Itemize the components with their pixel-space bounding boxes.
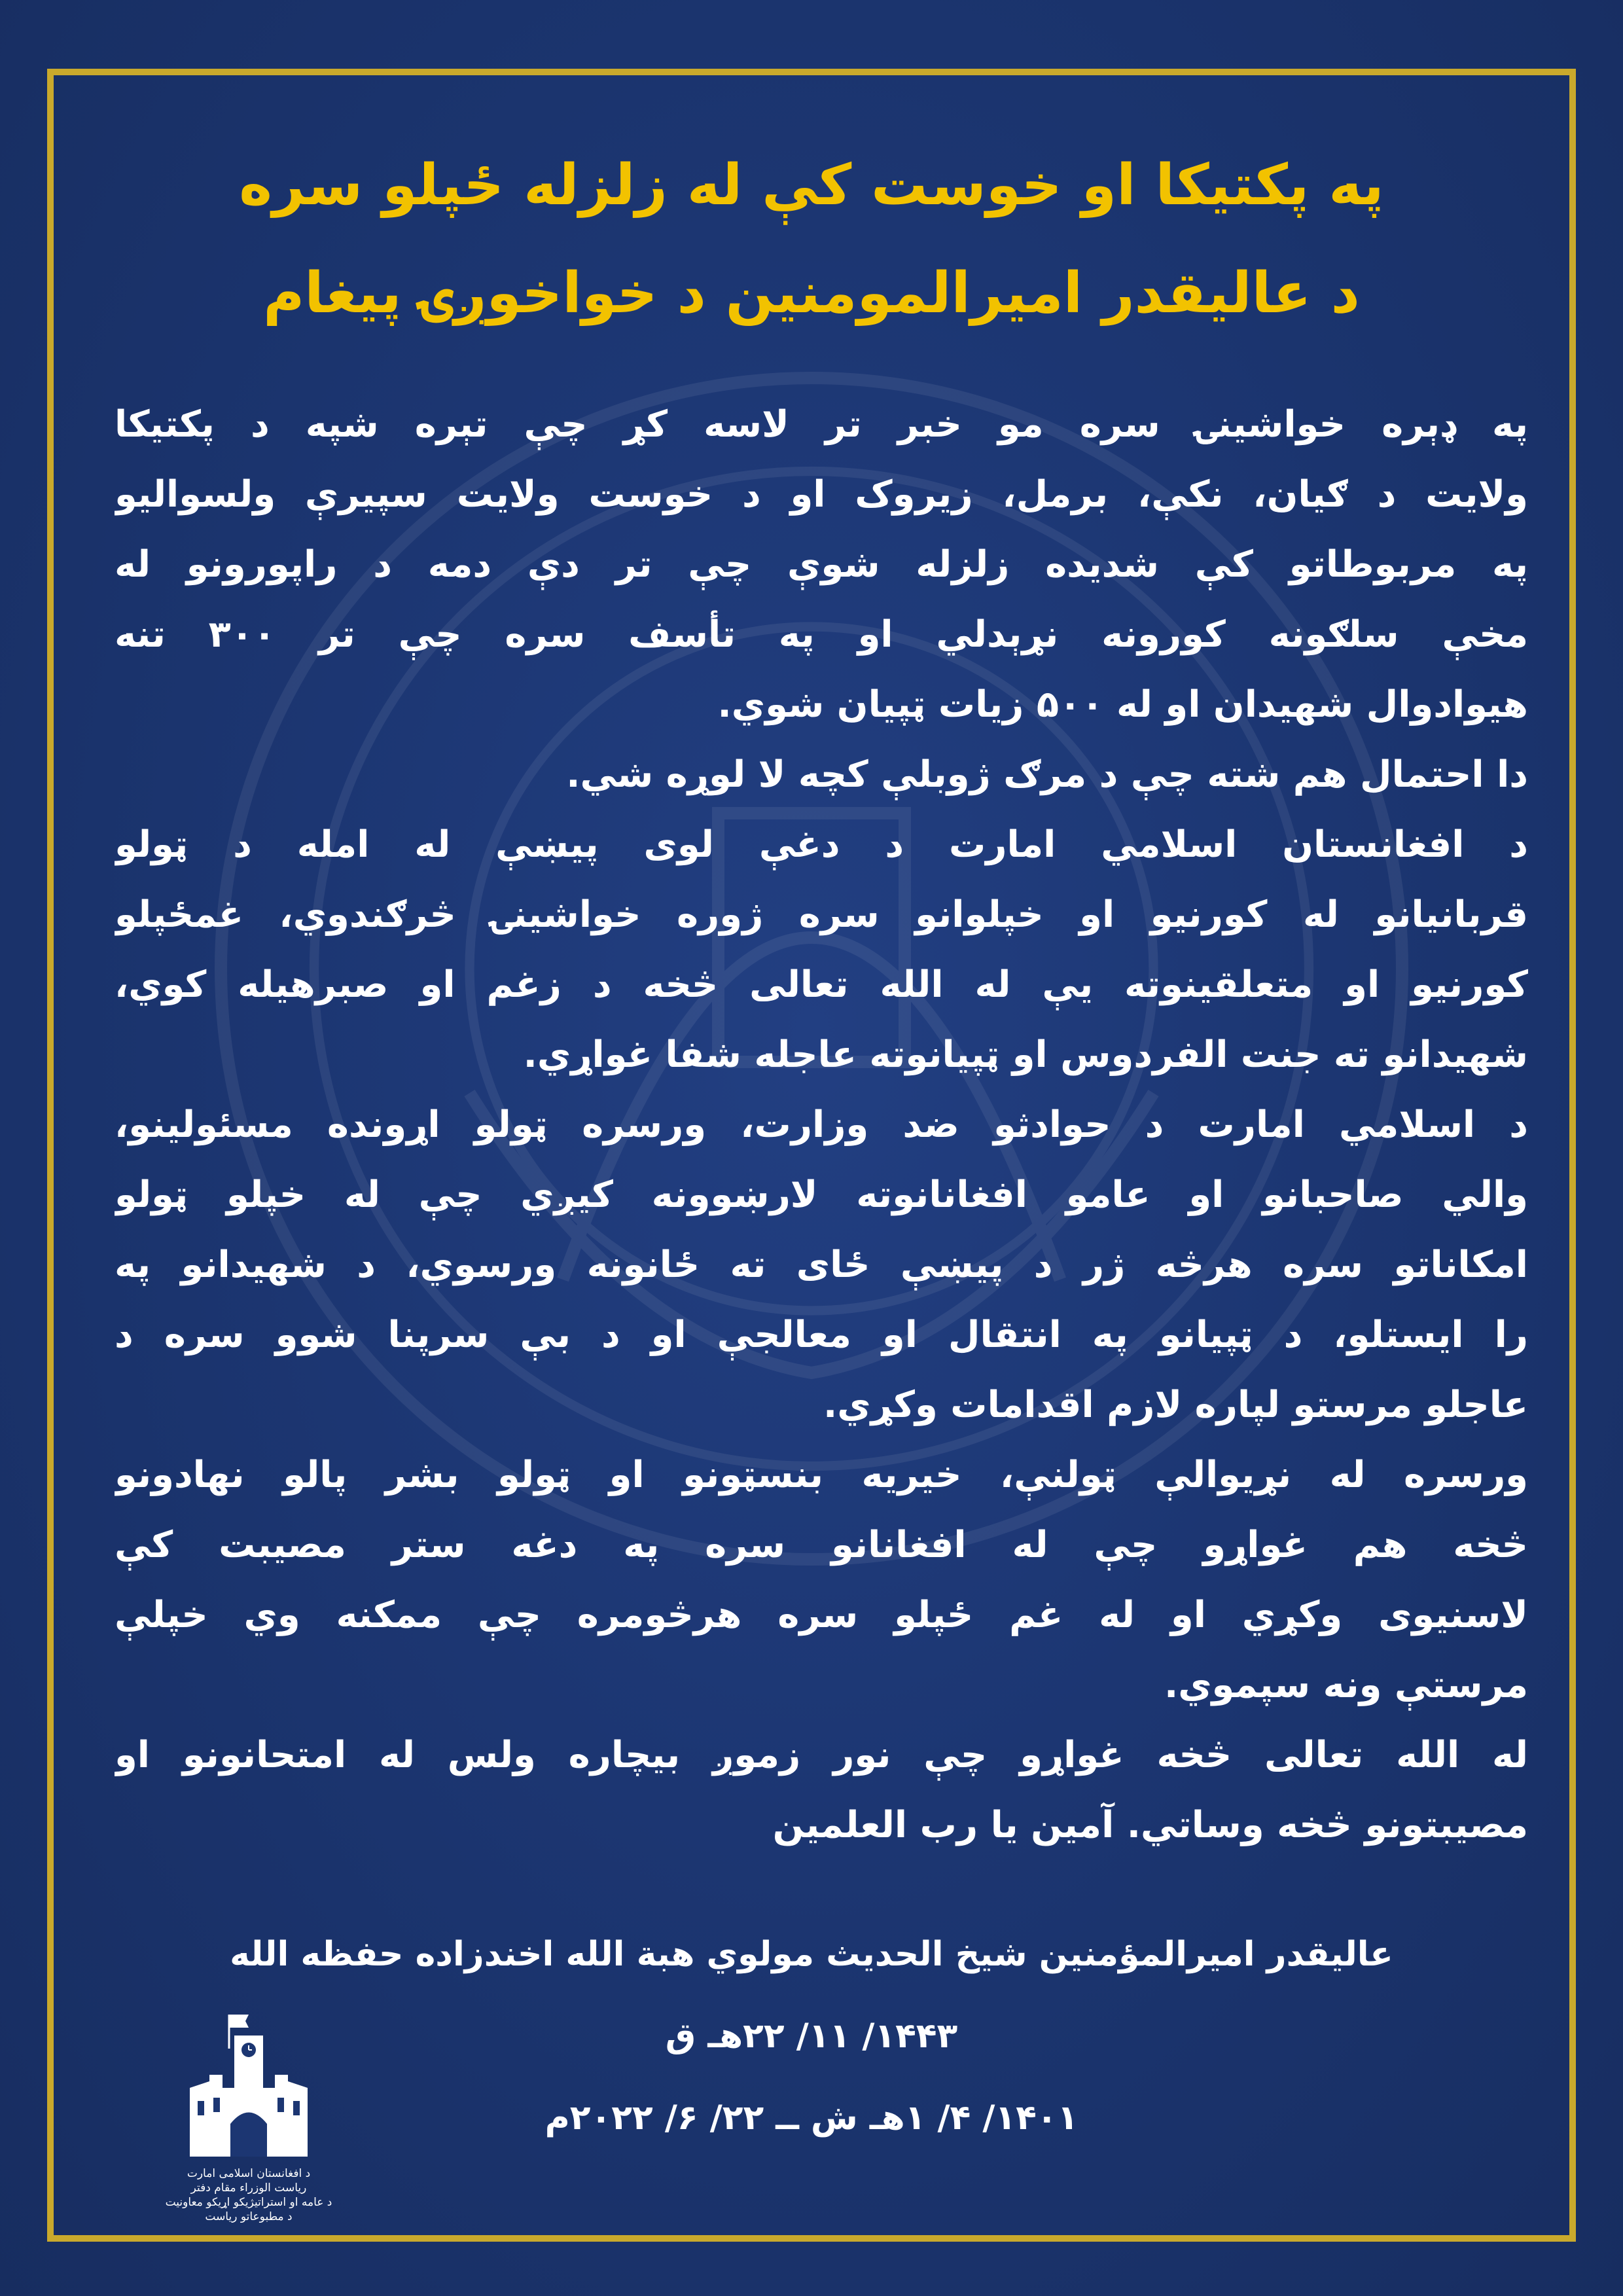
logo-caption-line: د مطبوعاتو ریاست <box>205 2210 293 2223</box>
body-line: مخې سلګونه کورونه نړېدلي او په تأسف سره چې تر ۳۰۰ تنه <box>115 613 1528 656</box>
date-solar: ۱۴۰۱/ ۴/ ۱هـ ش ــ ۲۲/ ۶/ ۲۰۲۲م <box>544 2098 1079 2138</box>
body-line: کورنیو او متعلقینوته یې له الله تعالی څخه د زغم او صبرهیله کوي، <box>115 963 1528 1006</box>
body-line: هیوادوال شهیدان او له ۵۰۰ زیات ټپیان شوي. <box>717 683 1528 726</box>
body-line: ورسره له نړیوالې ټولنې، خیریه بنسټونو او ټولو بشر پالو نهادونو <box>115 1454 1528 1496</box>
body-line: امکاناتو سره هرڅه ژر د پیښې ځای ته ځانونه ورسوي، د شهیدانو په <box>115 1244 1528 1286</box>
body-line: ولایت د ګیان، نکې، برمل، زیروک او د خوست ولایت سپیرې ولسوالیو <box>115 473 1528 516</box>
body-line: په مربوطاتو کې شدیده زلزله شوې چې تر دې دمه د راپورونو له <box>115 543 1528 586</box>
logo-caption-line: د عامه او استراتیژیکو اړیکو معاونیت <box>165 2196 332 2209</box>
body-line: لاسنیوی وکړي او له غم ځپلو سره هرڅومره چې ممکنه وي خپلې <box>115 1594 1528 1636</box>
title-line-2: د عالیقدر امیرالمومنین د خواخوږۍ پیغام <box>263 260 1360 326</box>
body-line: د اسلامي امارت د حوادثو ضد وزارت، ورسره ټولو اړونده مسئولینو، <box>115 1103 1528 1146</box>
office-logo <box>124 2003 373 2225</box>
body-line: مرستې ونه سپموي. <box>1164 1664 1528 1706</box>
body-line: والي صاحبانو او عامو افغانانوته لارښوونه کیږي چې له خپلو ټولو <box>115 1174 1528 1216</box>
body-line: دا احتمال هم شته چې د مرګ ژوبلې کچه لا لوړه شي. <box>566 753 1528 796</box>
date-hijri-lunar: ۱۴۴۳/ ۱۱/ ۲۲هـ ق <box>665 2017 958 2056</box>
body-line: د افغانستان اسلامي امارت د دغې لوی پیښې له امله د ټولو <box>115 823 1528 866</box>
logo-caption-line: ریاست الوزراء مقام دفتر <box>190 2181 307 2195</box>
clock-tower-gate-icon <box>183 2009 314 2160</box>
body-line: څخه هم غواړو چې له افغانانو سره په دغه ستر مصیبت کې <box>115 1524 1528 1566</box>
body-line: را ایستلو، د ټپیانو په انتقال او معالجې او د بې سرپنا شوو سره د <box>115 1314 1528 1356</box>
logo-caption <box>124 2166 373 2224</box>
body-line: په ډېره خواشینۍ سره مو خبر تر لاسه کړ چې تېره شپه د پکتیکا <box>115 403 1528 446</box>
message-body <box>115 389 1528 1860</box>
signature-name: عالیقدر امیرالمؤمنین شیخ الحدیث مولوي هبة الله اخندزاده حفظه الله <box>230 1935 1393 1974</box>
body-line: قربانیانو له کورنیو او خپلوانو سره ژوره خواشینۍ څرګندوي، غمځپلو <box>115 893 1528 936</box>
body-line: شهیدانو ته جنت الفردوس او ټپیانوته عاجله شفا غواړي. <box>523 1033 1528 1076</box>
body-line: مصیبتونو څخه وساتي. آمین یا رب العلمین <box>772 1804 1528 1846</box>
body-line: له الله تعالی څخه غواړو چې نور زموږ بیچاره ولس له امتحانونو او <box>115 1734 1528 1776</box>
logo-caption-line: د افغانستان اسلامی امارت <box>187 2167 311 2180</box>
body-line: عاجلو مرستو لپاره لازم اقدامات وکړي. <box>823 1384 1528 1426</box>
title-line-1: په پکتیکا او خوست کې له زلزله ځپلو سره <box>239 152 1384 218</box>
